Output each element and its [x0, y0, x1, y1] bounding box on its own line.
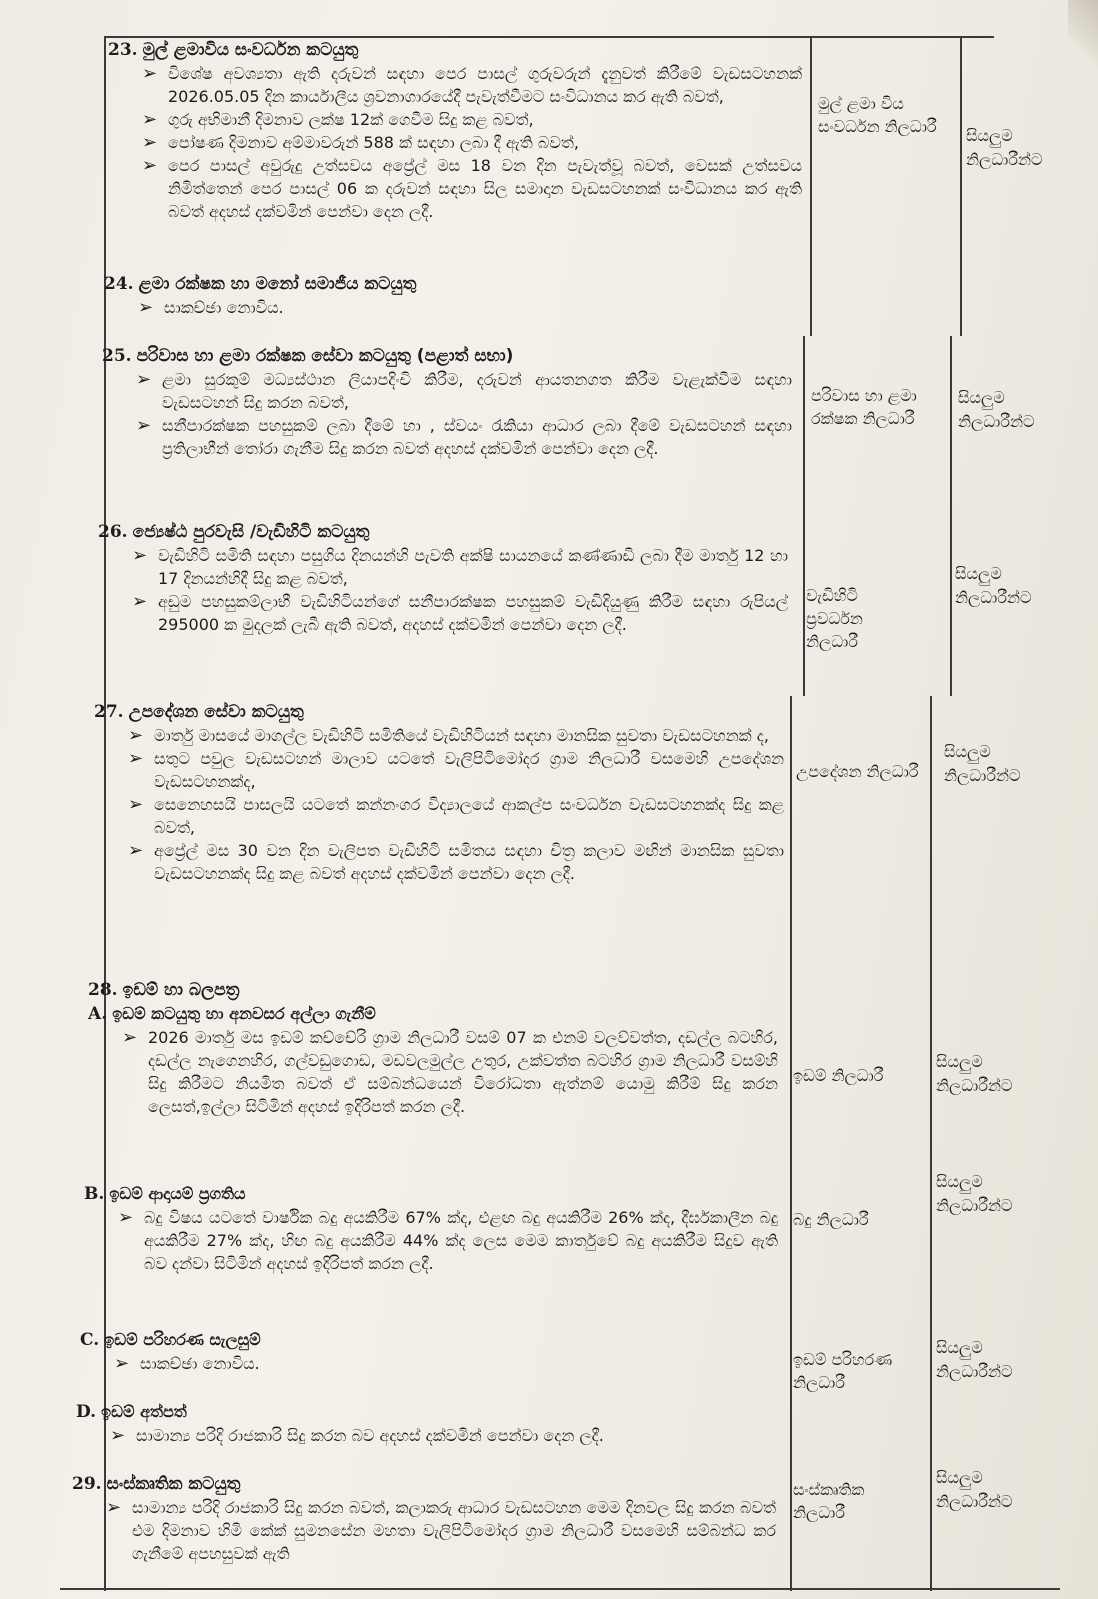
list-item: [128, 839, 784, 885]
section-number: 28.: [88, 980, 118, 1000]
list-item: [132, 590, 788, 636]
section-number: 24.: [104, 274, 134, 294]
list-item: [118, 1206, 778, 1275]
subsection-label: A.: [88, 1004, 108, 1024]
table-bottom-border: [60, 1588, 1060, 1590]
arrow-bullet-icon: ➢: [128, 725, 144, 746]
to-cell-28b: සියලුම නිලධාරීන්ට: [936, 1172, 1013, 1215]
section-number: 25.: [102, 346, 132, 366]
item-text: 2026 මාර්තු මස ඉඩම් කච්චේරි ග්‍රාම නිලධාරී වසම් 07 ක එනම් වලව්වත්ත, දඩල්ල බටහිර, දඩල්ල නැගෙනහිර, ගල්වඩුගොඩ, මඩවලමුල්ල උතුර, උක්වත්ත බටහිර ග්‍රාම නිලධාරී වසම්හි සිදු කිරීමට නියමිත බවත් ඒ සම්බන්ධයෙන් විරෝධතා ඇත්නම් යොමු කිරීම් සිදු කරන ලෙසත්,ඉල්ලා සිටිමින් අදහස් ඉදිරිපත් කරන ලදී.: [148, 1028, 778, 1116]
item-text: සනීපාරක්ෂක පහසුකම් ලබා දීමේ හා , ස්වයං රැකියා ආධාර ලබා දීමේ වැඩසටහන් සඳහා ප්‍රතිලාභීන් තෝරා ගැනීම සිදු කරන බවත් අදහස් දක්වමින් පෙන්වා දෙන ලදී.: [162, 416, 792, 458]
section-number: 29.: [72, 1474, 102, 1494]
item-text: සතුට පවුල වැඩසටහන් මාලාව යටතේ වැලිපිටිමෝදර ග්‍රාම නිලධාරී වසමෙහි උපදේශන වැඩසටහනක්ද,: [154, 749, 784, 791]
list-item: [142, 131, 802, 154]
section-title: මුල් ළමාවිය සංවර්ධන කටයුතු: [142, 40, 359, 60]
section-number: 26.: [98, 522, 128, 542]
arrow-bullet-icon: ➢: [106, 1497, 122, 1518]
column-divider-officer-bottom: [790, 696, 792, 1591]
to-cell-23: සියලුම නිලධාරීන්ට: [966, 126, 1043, 169]
column-divider-to-top: [960, 36, 962, 336]
section-23: [108, 38, 802, 223]
item-text: මාර්තු මාසයේ මාගල්ල වැඩිහිටි සමිතියේ වැඩිහිටියන් සඳහා මානසික සුවතා වැඩසටහනක් ද,: [154, 726, 769, 745]
subsection-title: ඉඩම් පරිහරණ සැලසුම්: [104, 1330, 261, 1349]
section-title: උපදේශන සේවා කටයුතු: [128, 702, 304, 722]
list-item: [136, 368, 792, 414]
to-cell-28a: සියලුම නිලධාරීන්ට: [936, 1052, 1013, 1095]
officer-cell-23: මුල් ළමා විය සංවර්ධන නිලධාරී: [818, 94, 937, 136]
arrow-bullet-icon: ➢: [114, 1353, 130, 1374]
section-25: [102, 344, 792, 460]
list-item: [142, 154, 802, 223]
list-item: [138, 296, 798, 319]
item-text: සාමාන්‍ය පරිදි රාජකාරි සිදු කරන බව අදහස් දක්වමින් පෙන්වා දෙන ලදී.: [136, 1426, 604, 1445]
item-text: අප්‍රේල් මස 30 වන දින වැලිපත වැඩිහිටි සමිතය සඳහා චිත්‍ර කලාව මඟින් මානසික සුවතා වැඩසටහනක්ද සිදු කළ බවත් අදහස් දක්වමින් පෙන්වා දෙන ලදී.: [154, 841, 784, 883]
officer-cell-27: උපදේශන නිලධාරී: [796, 762, 919, 781]
section-title: සංස්කෘතික කටයුතු: [106, 1474, 241, 1494]
arrow-bullet-icon: ➢: [132, 591, 148, 612]
to-cell-29: සියලුම නිලධාරීන්ට: [936, 1468, 1013, 1511]
subsection-28b: [84, 1182, 778, 1275]
arrow-bullet-icon: ➢: [136, 415, 152, 436]
list-item: [128, 724, 784, 747]
list-item: [142, 108, 802, 131]
arrow-bullet-icon: ➢: [142, 155, 158, 176]
list-item: [136, 414, 792, 460]
item-text: සාකච්ඡා නොවිය.: [164, 298, 284, 317]
officer-cell-26: වැඩිහිටි ප්‍රවර්ධන නිලධාරී: [806, 586, 863, 651]
item-text: සෙනෙහසයි පාසලයි යටතේ කන්නංගර විද්‍යාලයේ ආකල්ප සංවර්ධන වැඩසටහනක්ද සිදු කළ බවත්,: [154, 795, 784, 837]
officer-cell-29: සංස්කෘතික නිලධාරී: [793, 1480, 865, 1522]
section-title: ඉඩම් හා බලපත්‍ර: [122, 980, 240, 1000]
arrow-bullet-icon: ➢: [132, 545, 148, 566]
section-29: [72, 1472, 776, 1565]
to-cell-28c: සියලුම නිලධාරීන්ට: [936, 1338, 1013, 1381]
section-28: [88, 978, 778, 1002]
section-number: 23.: [108, 40, 138, 60]
officer-cell-28b: බදු නිලධාරී: [793, 1210, 869, 1229]
section-number: 27.: [94, 702, 124, 722]
subsection-28c: [80, 1328, 774, 1375]
list-item: [128, 747, 784, 793]
section-24: [104, 272, 798, 319]
officer-cell-28c: ඉඩම් පරිහරණ නිලධාරී: [793, 1350, 893, 1392]
section-title: පරිවාස හා ළමා රක්ෂක සේවා කටයුතු (පළාත් සභා): [136, 346, 514, 366]
arrow-bullet-icon: ➢: [142, 109, 158, 130]
section-27: [94, 700, 784, 885]
item-text: පෙර පාසල් අවුරුදු උත්සවය අප්‍රේල් මස 18 වන දින පැවැත්වූ බවත්, වෙසක් උත්සවය නිමිත්තෙන් පෙර පාසල් 06 ක දරුවන් සඳහා සිල සමාදාන වැඩසටහනක් සංවිධානය කර ඇති බවත් අදහස් දක්වමින් පෙන්වා දෙන ලදී.: [168, 156, 802, 221]
subsection-28d: [76, 1400, 776, 1447]
subsection-label: C.: [80, 1330, 100, 1350]
subsection-label: D.: [76, 1402, 97, 1422]
subsection-label: B.: [84, 1184, 105, 1204]
officer-cell-28a: ඉඩම් නිලධාරී: [793, 1066, 884, 1085]
list-item: [110, 1424, 776, 1447]
column-divider-officer-top: [810, 36, 812, 336]
list-item: [132, 544, 788, 590]
item-text: වැඩිහිටි සමිති සඳහා පසුගිය දිනයන්හි පැවති අක්ෂි සායනයේ කණ්ණාඩි ලබා දීම මාර්තු 12 හා 17 දිනයන්හිදී සිදු කළ බවත්,: [158, 546, 788, 588]
arrow-bullet-icon: ➢: [122, 1027, 138, 1048]
list-item: [142, 62, 802, 108]
section-26: [98, 520, 788, 636]
arrow-bullet-icon: ➢: [128, 794, 144, 815]
item-text: විශේෂ අවශ්‍යතා ඇති දරුවන් සඳහා පෙර පාසල් ගුරුවරුන් දැනුවත් කිරීමේ වැඩසටහනක් 2026.05.05 දින කාර්යාලීය ශ්‍රවනාගාරයේදී පැවැත්වීමට සංවිධානය කර ඇති බවත්,: [168, 64, 802, 106]
arrow-bullet-icon: ➢: [128, 840, 144, 861]
section-title: ළමා රක්ෂක හා මනෝ සමාජීය කටයුතු: [138, 274, 417, 294]
subsection-title: ඉඩම් ආදායම් ප්‍රගතිය: [109, 1184, 246, 1203]
column-divider-to-bottom: [930, 696, 932, 1591]
item-text: බදු විෂය යටතේ වාර්ෂික බදු අයකිරීම 67% ක්ද, එළඟ බදු අයකිරීම 26% ක්ද, දීර්ඝකාලීන බදු අයකිරීම 27% ක්ද, හිඟ බදු අයකිරීම 44% ක්ද ලෙස මෙම කාර්තුවේ බදු අයකිරීම සිදුව ඇති බව දන්වා සිටිමින් අදහස් ඉදිරිපත් කරන ලදී.: [144, 1208, 778, 1273]
list-item: [128, 793, 784, 839]
arrow-bullet-icon: ➢: [128, 748, 144, 769]
arrow-bullet-icon: ➢: [138, 297, 154, 318]
item-text: අඩුම පහසුකම්ලාභී වැඩිහිටියන්ගේ සනීපාරක්ෂක පහසුකම් වැඩිදියුණු කිරීම සඳහා රුපියල් 295000 ක මුදලක් ලැබී ඇති බවත්, අදහස් දක්වමින් පෙන්වා දෙන ලදී.: [158, 592, 788, 634]
item-text: ළමා සුරකුම් මධ්‍යස්ථාන ලියාපදිංචි කිරීම, දරුවන් ආයතනගත කිරීම වැළැක්වීම සඳහා වැඩසටහන් සිදු කරන බවත්,: [162, 370, 792, 412]
item-text: සාමාන්‍ය පරිදි රාජකාරි සිදු කරන බවත්, කලාකරු ආධාර වැඩසටහන මෙම දිනවල සිදු කරන බවත් එම දිමනාව හිමි කේක් සුමනසේන මහතා වැලිපිටිමෝදර ග්‍රාම නිලධාරී වසමෙහි සම්බන්ධ කර ගැනීමේ අපහසුවක් ඇති: [132, 1498, 776, 1563]
to-cell-26: සියලුම නිලධාරීන්ට: [955, 564, 1032, 607]
officer-cell-25: පරිවාස හා ළමා රක්ෂක නිලධාරී: [811, 386, 917, 428]
section-title: ජ්‍යෙෂ්ඨ පුරවැසි /වැඩිහිටි කටයුතු: [132, 522, 370, 542]
arrow-bullet-icon: ➢: [142, 132, 158, 153]
subsection-title: ඉඩම් කටයුතු හා අනවසර අල්ලා ගැනීම්: [112, 1004, 376, 1023]
to-cell-27: සියලුම නිලධාරීන්ට: [944, 742, 1021, 785]
column-divider-to-mid: [950, 336, 952, 696]
to-cell-25: සියලුම නිලධාරීන්ට: [958, 388, 1035, 431]
arrow-bullet-icon: ➢: [110, 1425, 126, 1446]
subsection-title: ඉඩම් අත්පත්: [101, 1402, 187, 1421]
item-text: සාකච්ඡා නොවිය.: [140, 1354, 260, 1373]
list-item: [114, 1352, 774, 1375]
arrow-bullet-icon: ➢: [118, 1207, 134, 1228]
list-item: [122, 1026, 778, 1118]
arrow-bullet-icon: ➢: [142, 63, 158, 84]
column-divider-officer-mid: [803, 336, 805, 696]
subsection-28a: [88, 1002, 778, 1118]
arrow-bullet-icon: ➢: [136, 369, 152, 390]
item-text: පෝෂණ දිමනාව අම්මාවරුන් 588 ක් සඳහා ලබා දී ඇති බවත්,: [168, 133, 579, 152]
item-text: ගුරු අභිමානී දිමනාව ලක්ෂ 12ක් ගෙවීම සිදු කළ බවත්,: [168, 110, 534, 129]
list-item: [106, 1496, 776, 1565]
